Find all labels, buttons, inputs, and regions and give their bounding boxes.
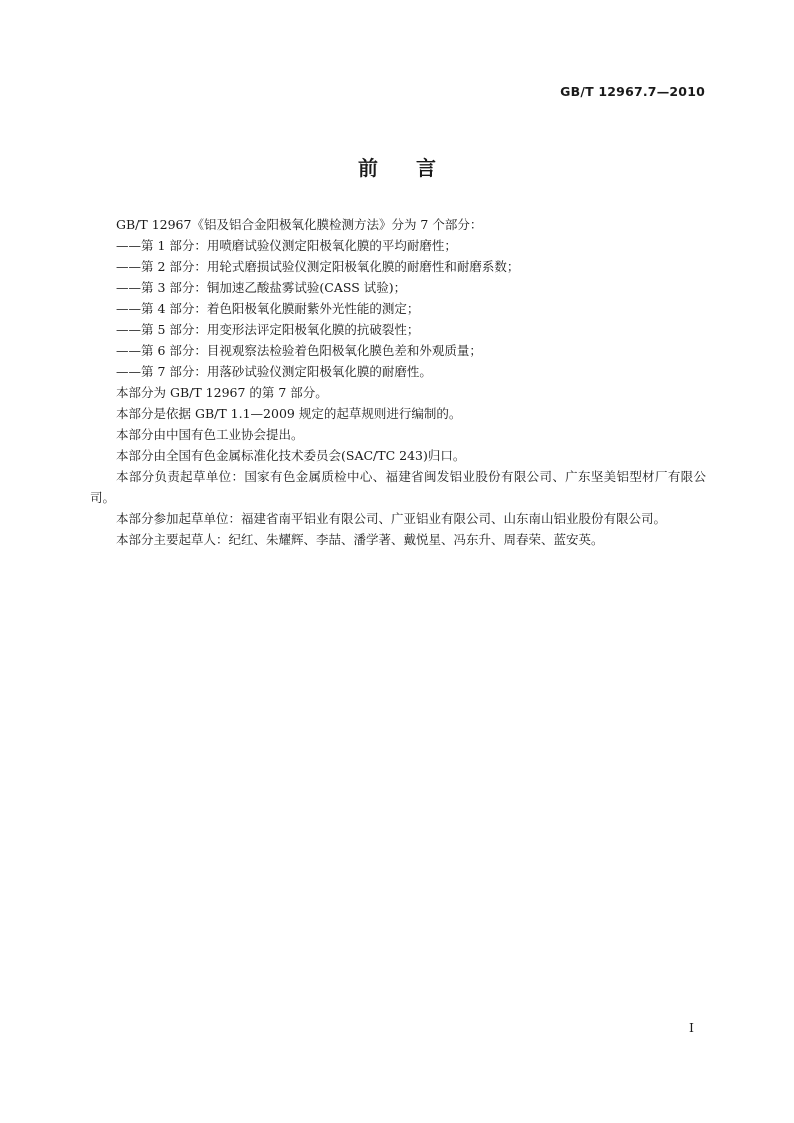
standard-code: GB/T 12967.7—2010	[560, 84, 705, 99]
main-drafters: 本部分主要起草人：纪红、朱耀辉、李喆、潘学著、戴悦星、冯东升、周春荣、蓝安英。	[116, 532, 604, 547]
part-list-item: ——第 2 部分：用轮式磨损试验仪测定阳极氧化膜的耐磨性和耐磨系数；	[116, 259, 520, 274]
part-list-item: ——第 6 部分：目视观察法检验着色阳极氧化膜色差和外观质量；	[116, 343, 482, 358]
part-list-item: ——第 1 部分：用喷磨试验仪测定阳极氧化膜的平均耐磨性；	[116, 238, 457, 253]
committee-statement: 本部分由全国有色金属标准化技术委员会(SAC/TC 243)归口。	[116, 448, 466, 463]
page-title: 前言	[358, 156, 474, 180]
foreword-body	[90, 214, 706, 550]
drafting-rules-statement: 本部分是依据 GB/T 1.1—2009 规定的起草规则进行编制的。	[116, 406, 462, 421]
proposer-statement: 本部分由中国有色工业协会提出。	[116, 427, 304, 442]
part-list-item: ——第 4 部分：着色阳极氧化膜耐紫外光性能的测定；	[116, 301, 420, 316]
lead-drafting-units: 本部分负责起草单位：国家有色金属质检中心、福建省闽发铝业股份有限公司、广东坚美铝型材厂有限公司。	[90, 469, 706, 505]
part-list-item: ——第 7 部分：用落砂试验仪测定阳极氧化膜的耐磨性。	[116, 364, 432, 379]
part-list-item: ——第 5 部分：用变形法评定阳极氧化膜的抗破裂性；	[116, 322, 420, 337]
page-number: I	[689, 1020, 694, 1035]
part-list-item: ——第 3 部分：铜加速乙酸盐雾试验(CASS 试验)；	[116, 280, 407, 295]
part-statement: 本部分为 GB/T 12967 的第 7 部分。	[116, 385, 328, 400]
participating-drafting-units: 本部分参加起草单位：福建省南平铝业有限公司、广亚铝业有限公司、山东南山铝业股份有限公司。	[116, 511, 667, 526]
intro-paragraph: GB/T 12967《铝及铝合金阳极氧化膜检测方法》分为 7 个部分：	[116, 217, 483, 232]
